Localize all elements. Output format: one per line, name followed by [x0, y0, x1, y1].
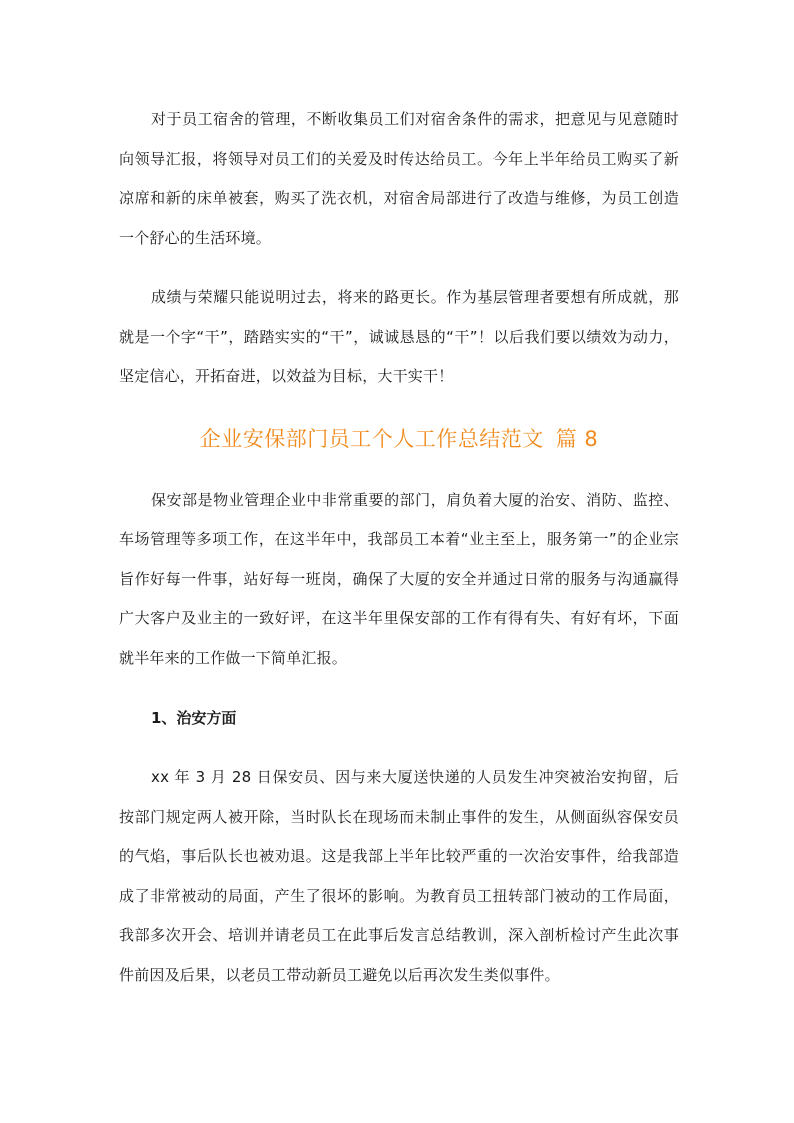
subheading-public-security: 1、治安方面 [151, 709, 237, 727]
paragraph-achievements: 成绩与荣耀只能说明过去，将来的路更长。作为基层管理者要想有所成就，那就是一个字“干”，踏踏实实的“干”，诚诚恳恳的“干”！以后我们要以绩效为动力，坚定信心，开拓奋进，以效益为目标，大干实干！ [119, 288, 679, 385]
paragraph-security-intro: 保安部是物业管理企业中非常重要的部门，肩负着大厦的治安、消防、监控、车场管理等多项工作，在这半年中，我部员工本着“业主至上，服务第一”的企业宗旨作好每一件事，站好每一班岗，确保了大厦的安全并通过日常的服务与沟通赢得广大客户及业主的一致好评，在这半年里保安部的工作有得有失、有好有坏，下面就半年来的工作做一下简单汇报。 [119, 490, 679, 667]
paragraph-incident-detail: xx 年 3 月 28 日保安员、因与来大厦送快递的人员发生冲突被治安拘留，后按部门规定两人被开除，当时队长在现场而未制止事件的发生，从侧面纵容保安员的气焰，事后队长也被劝退。这是我部上半年比较严重的一次治安事件，给我部造成了非常被动的局面，产生了很坏的影响。为教育员工扭转部门被动的工作局面，我部多次开会、培训并请老员工在此事后发言总结教训，深入剖析检讨产生此次事件前因及后果，以老员工带动新员工避免以后再次发生类似事件。 [119, 768, 679, 984]
document-body [119, 100, 679, 995]
paragraph-dormitory-management: 对于员工宿舍的管理，不断收集员工们对宿舍条件的需求，把意见与见意随时向领导汇报，将领导对员工们的关爱及时传达给员工。今年上半年给员工购买了新凉席和新的床单被套，购买了洗衣机，对宿舍局部进行了改造与维修，为员工创造一个舒心的生活环境。 [119, 110, 679, 247]
section-title: 企业安保部门员工个人工作总结范文 [199, 426, 544, 451]
section-heading [119, 419, 679, 459]
section-number: 篇 8 [555, 426, 599, 451]
